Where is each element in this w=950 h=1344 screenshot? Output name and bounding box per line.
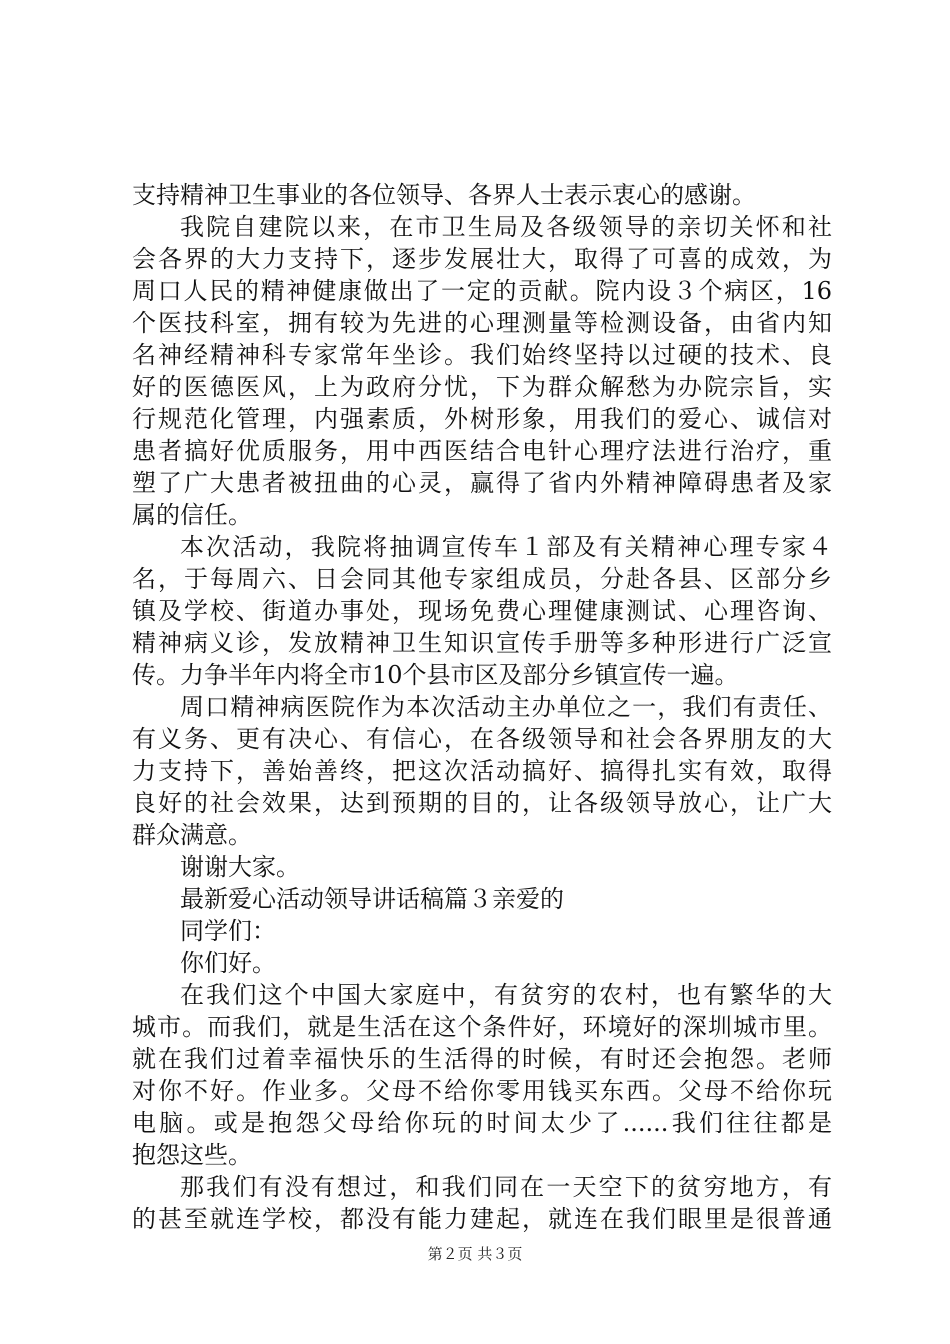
paragraph-line: 个医技科室，拥有较为先进的心理测量等检测设备，由省内知 bbox=[132, 309, 832, 337]
paragraph-line: 周口精神病医院作为本次活动主办单位之一，我们有责任、 bbox=[180, 693, 832, 721]
paragraph-line: 塑了广大患者被扭曲的心灵，赢得了省内外精神障碍患者及家 bbox=[132, 469, 832, 497]
paragraph-line: 在我们这个中国大家庭中，有贫穷的农村，也有繁华的大 bbox=[180, 981, 832, 1009]
paragraph-line: 名，于每周六、日会同其他专家组成员，分赴各县、区部分乡 bbox=[132, 565, 832, 593]
paragraph-line: 本次活动，我院将抽调宣传车１部及有关精神心理专家４ bbox=[180, 533, 832, 561]
paragraph-line: 同学们： bbox=[180, 917, 276, 945]
paragraph-line: 支持精神卫生事业的各位领导、各界人士表示衷心的感谢。 bbox=[132, 181, 756, 209]
paragraph-line: 群众满意。 bbox=[132, 821, 252, 849]
paragraph-line: 行规范化管理，内强素质，外树形象，用我们的爱心、诚信对 bbox=[132, 405, 832, 433]
paragraph-line: 那我们有没有想过，和我们同在一天空下的贫穷地方，有 bbox=[180, 1173, 832, 1201]
paragraph-line: 名神经精神科专家常年坐诊。我们始终坚持以过硬的技术、良 bbox=[132, 341, 832, 369]
paragraph-line: 会各界的大力支持下，逐步发展壮大，取得了可喜的成效，为 bbox=[132, 245, 832, 273]
paragraph-line: 谢谢大家。 bbox=[180, 853, 300, 881]
paragraph-line: 周口人民的精神健康做出了一定的贡献。院内设３个病区，16 bbox=[132, 277, 832, 305]
paragraph-line: 镇及学校、街道办事处，现场免费心理健康测试、心理咨询、 bbox=[132, 597, 832, 625]
paragraph-line: 你们好。 bbox=[180, 949, 276, 977]
paragraph-line: 属的信任。 bbox=[132, 501, 252, 529]
paragraph-line: 的甚至就连学校，都没有能力建起，就连在我们眼里是很普通 bbox=[132, 1205, 832, 1233]
paragraph-line: 精神病义诊，发放精神卫生知识宣传手册等多种形进行广泛宣 bbox=[132, 629, 832, 657]
paragraph-line: 我院自建院以来，在市卫生局及各级领导的亲切关怀和社 bbox=[180, 213, 832, 241]
paragraph-line: 良好的社会效果，达到预期的目的，让各级领导放心，让广大 bbox=[132, 789, 832, 817]
paragraph-line: 抱怨这些。 bbox=[132, 1141, 252, 1169]
paragraph-line: 就在我们过着幸福快乐的生活得的时候，有时还会抱怨。老师 bbox=[132, 1045, 832, 1073]
paragraph-line: 好的医德医风，上为政府分忧，下为群众解愁为办院宗旨，实 bbox=[132, 373, 832, 401]
paragraph-line: 有义务、更有决心、有信心，在各级领导和社会各界朋友的大 bbox=[132, 725, 832, 753]
paragraph-line: 患者搞好优质服务，用中西医结合电针心理疗法进行治疗，重 bbox=[132, 437, 832, 465]
paragraph-line: 最新爱心活动领导讲话稿篇３亲爱的 bbox=[180, 885, 564, 913]
paragraph-line: 电脑。或是抱怨父母给你玩的时间太少了......我们往往都是 bbox=[132, 1109, 832, 1137]
paragraph-line: 传。力争半年内将全市10个县市区及部分乡镇宣传一遍。 bbox=[132, 661, 739, 689]
paragraph-line: 城市。而我们，就是生活在这个条件好，环境好的深圳城市里。 bbox=[132, 1013, 832, 1041]
paragraph-line: 力支持下，善始善终，把这次活动搞好、搞得扎实有效，取得 bbox=[132, 757, 832, 785]
paragraph-line: 对你不好。作业多。父母不给你零用钱买东西。父母不给你玩 bbox=[132, 1077, 832, 1105]
page-number-footer: 第２页 共３页 bbox=[427, 1245, 523, 1263]
